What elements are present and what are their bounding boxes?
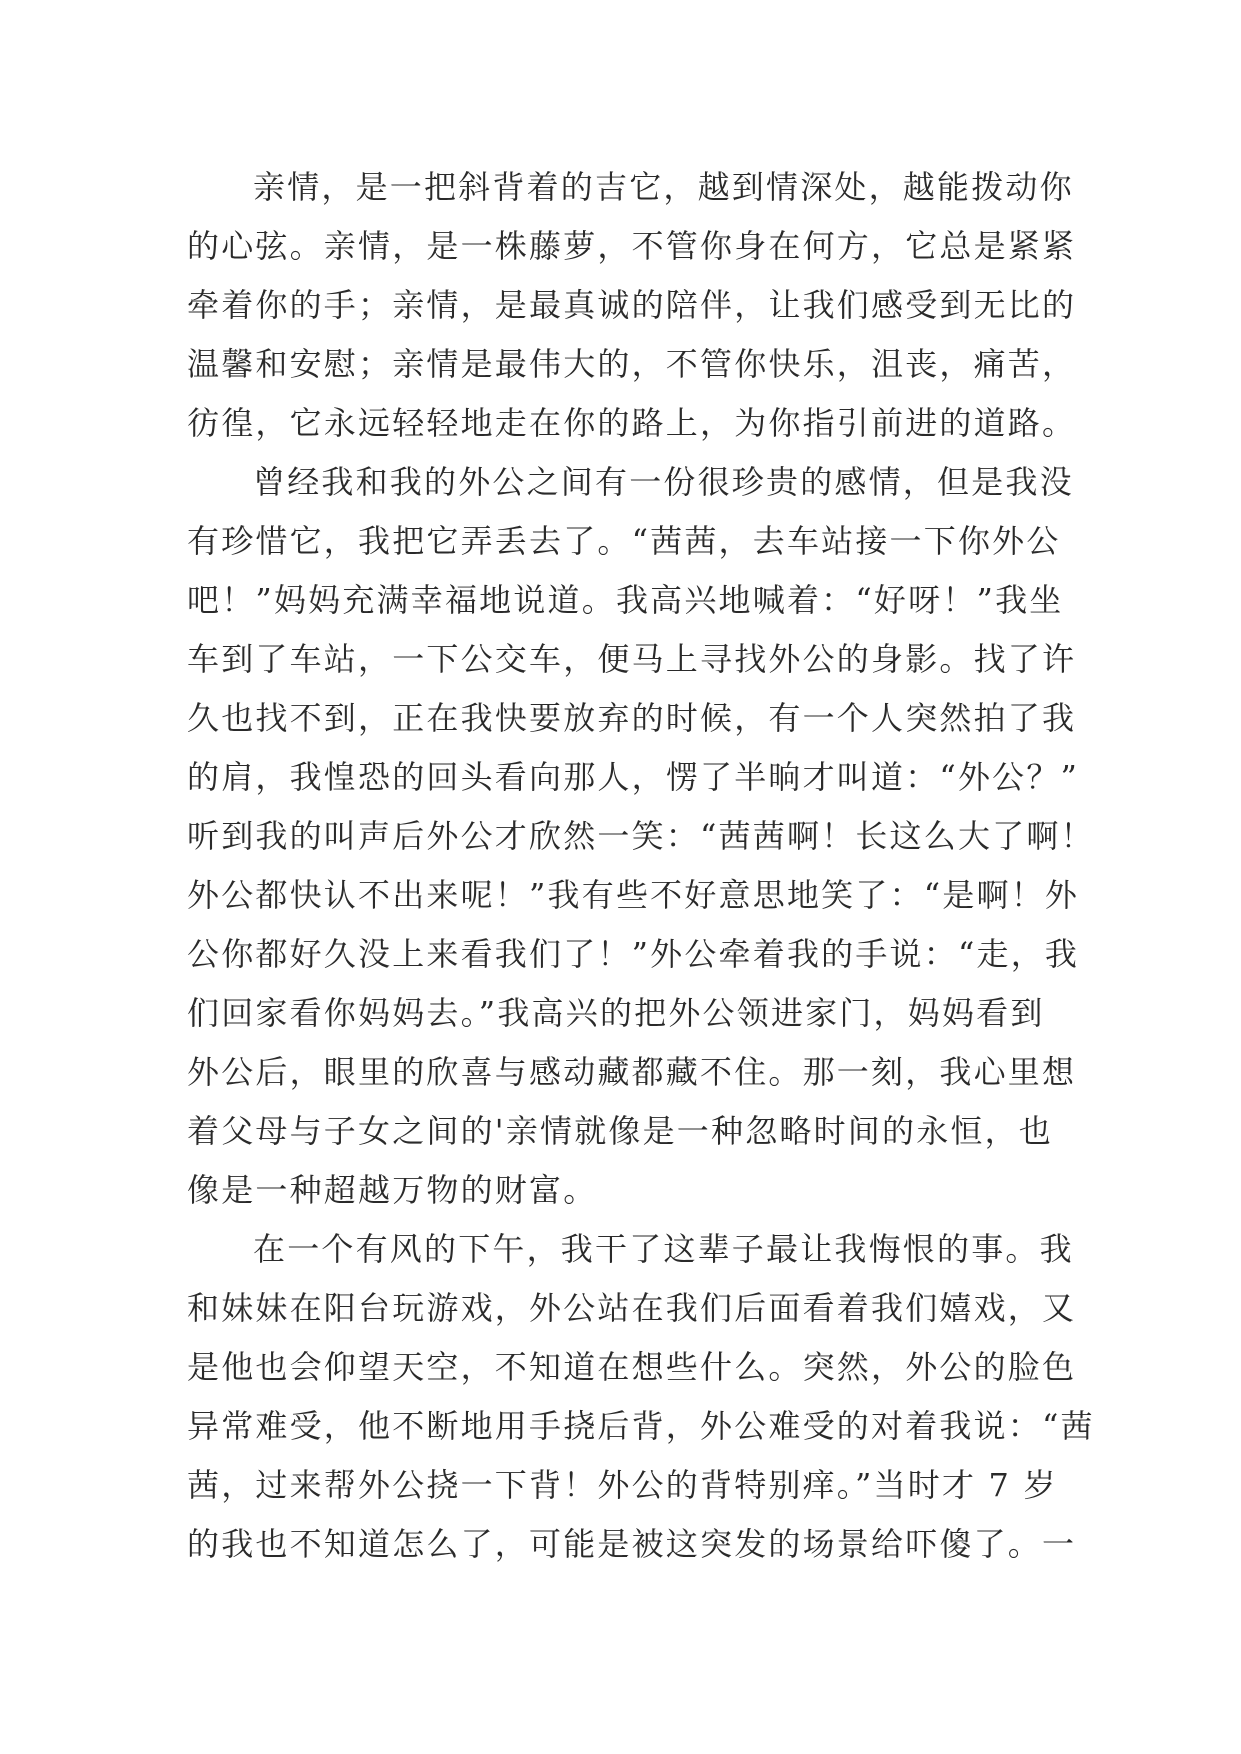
text-line: 着父母与子女之间的'亲情就像是一种忽略时间的永恒，也 [187,1112,1053,1150]
text-line: 听到我的叫声后外公才欣然一笑：“茜茜啊！长这么大了啊！ [187,817,1095,855]
text-line: 吧！”妈妈充满幸福地说道。我高兴地喊着：“好呀！”我坐 [187,581,1064,619]
text-line: 牵着你的手；亲情，是最真诚的陪伴，让我们感受到无比的 [187,286,1077,324]
text-line: 的我也不知道怎么了，可能是被这突发的场景给吓傻了。一 [187,1525,1077,1563]
text-line: 像是一种超越万物的财富。 [187,1171,598,1209]
text-line: 彷徨，它永远轻轻地走在你的路上，为你指引前进的道路。 [187,404,1077,442]
paragraph [187,158,1077,453]
text-line: 是他也会仰望天空，不知道在想些什么。突然，外公的脸色 [187,1348,1077,1386]
paragraph [187,453,1095,1220]
text-line: 茜，过来帮外公挠一下背！外公的背特别痒。”当时才 7 岁 [187,1466,1058,1504]
text-line: 异常难受，他不断地用手挠后背，外公难受的对着我说：“茜 [187,1407,1095,1445]
paragraph [187,1220,1095,1574]
text-line: 公你都好久没上来看我们了！”外公牵着我的手说：“走，我 [187,935,1080,973]
text-line: 外公都快认不出来呢！”我有些不好意思地笑了：“是啊！外 [187,876,1080,914]
text-line: 久也找不到，正在我快要放弃的时候，有一个人突然拍了我 [187,699,1077,737]
text-line: 在一个有风的下午，我干了这辈子最让我悔恨的事。我 [253,1230,1074,1268]
text-line: 们回家看你妈妈去。”我高兴的把外公领进家门，妈妈看到 [187,994,1045,1032]
text-line: 温馨和安慰；亲情是最伟大的，不管你快乐，沮丧，痛苦， [187,345,1077,383]
text-line: 和妹妹在阳台玩游戏，外公站在我们后面看着我们嬉戏，又 [187,1289,1077,1327]
text-line: 车到了车站，一下公交车，便马上寻找外公的身影。找了许 [187,640,1077,678]
text-line: 的心弦。亲情，是一株藤萝，不管你身在何方，它总是紧紧 [187,227,1077,265]
text-line: 的肩，我惶恐的回头看向那人，愣了半晌才叫道：“外公？” [187,758,1080,796]
text-line: 曾经我和我的外公之间有一份很珍贵的感情，但是我没 [253,463,1074,501]
text-line: 亲情，是一把斜背着的吉它，越到情深处，越能拨动你 [253,168,1074,206]
document-body [187,158,1095,1574]
text-line: 有珍惜它，我把它弄丢去了。“茜茜，去车站接一下你外公 [187,522,1061,560]
text-line: 外公后，眼里的欣喜与感动藏都藏不住。那一刻，我心里想 [187,1053,1077,1091]
